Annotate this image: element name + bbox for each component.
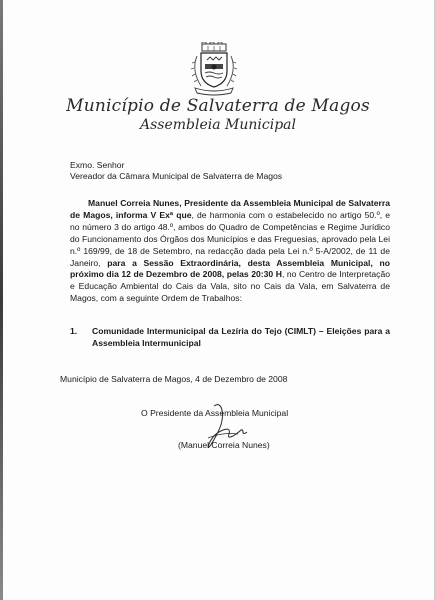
- closing-date: Município de Salvaterra de Magos, 4 de Dezembro de 2008: [60, 374, 288, 384]
- agenda-item-number: 1.: [70, 326, 78, 336]
- body-text-1: , de harmonia com o estabelecido no artigo 50.º, e no número 3 do artigo 48.º, ambos do Quadro de Competências e Regime Jurídico do Funcionamento dos Órgãos dos Municípios e das Freguesias, aprovado pela Lei n.º 169/99, de 18 de Setembro, na redacção dada pela Lei n.º 5-A/2002, de 11 de Janeiro,: [70, 209, 391, 268]
- municipality-title: Município de Salvaterra de Magos: [66, 96, 370, 116]
- signatory-role: O Presidente da Assembleia Municipal: [141, 408, 289, 418]
- agenda-item: [70, 325, 390, 349]
- signatory-name: (Manuel Correia Nunes): [178, 440, 270, 450]
- body-bold-intro: Manuel Correia Nunes, Presidente da Assembleia Municipal de Salvaterra de Magos, informa V Exª que: [70, 198, 390, 220]
- municipal-crest-icon: [183, 42, 245, 96]
- recipient-title: Vereador da Câmara Municipal de Salvaterra de Magos: [70, 171, 283, 181]
- agenda-item-text: Comunidade Intermunicipal da Lezíria do Tejo (CIMLT) – Eleições para a Assembleia Intermunicipal: [92, 326, 390, 348]
- body-text-2: , no Centro de Interpretação e Educação Ambiental do Cais da Vala, sito no Cais da Vala, em Salvaterra de Magos, com a seguinte Ordem de Trabalhos:: [70, 269, 390, 304]
- recipient-salutation: Exmo. Senhor: [70, 160, 125, 170]
- body-bold-session: para a Sessão Extraordinária, desta Assembleia Municipal, no próximo dia 12 de Dezembro de 2008, pelas 20:30 H: [70, 257, 390, 280]
- scan-edge-left: [0, 0, 3, 600]
- letter-body: [70, 198, 390, 305]
- assembly-subtitle: Assembleia Municipal: [140, 117, 296, 133]
